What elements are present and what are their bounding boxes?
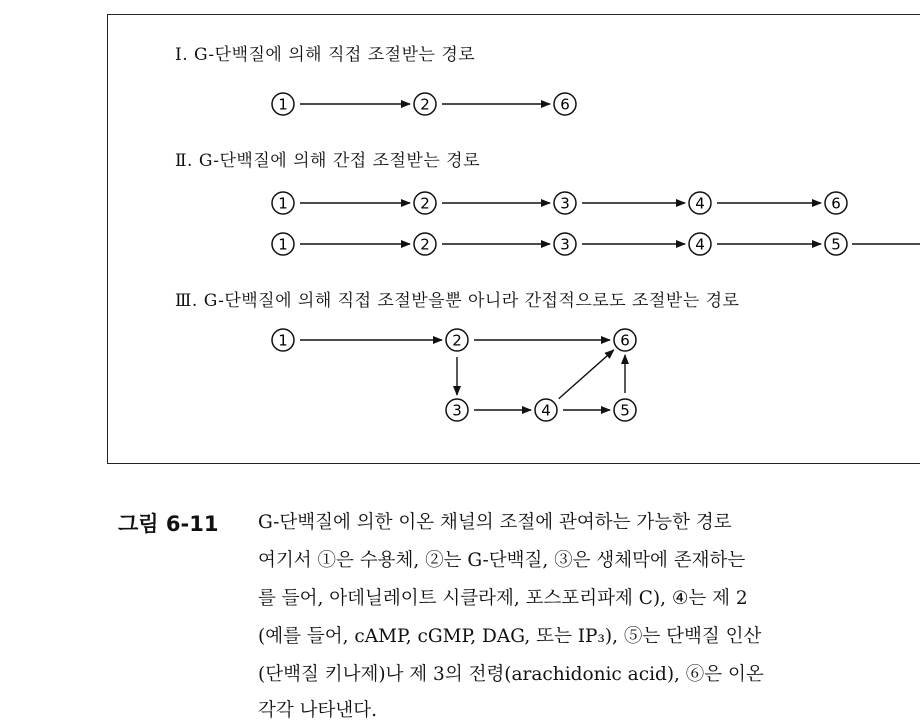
svg-text:2: 2: [420, 235, 430, 254]
svg-text:1: 1: [278, 331, 288, 350]
node-5-d5: [614, 399, 636, 421]
node-3-c3: [554, 233, 576, 255]
svg-text:4: 4: [695, 194, 705, 213]
svg-text:2: 2: [420, 194, 430, 213]
pathway-heading-3: Ⅲ. G-단백질에 의해 직접 조절받을뿐 아니라 간접적으로도 조절받는 경로: [175, 291, 740, 311]
node-3-b3: [554, 192, 576, 214]
svg-text:1: 1: [278, 235, 288, 254]
svg-text:3: 3: [452, 401, 462, 420]
svg-text:3: 3: [560, 194, 570, 213]
svg-text:6: 6: [620, 331, 630, 350]
node-6-b6: [825, 192, 847, 214]
node-4-b4: [689, 192, 711, 214]
svg-text:1: 1: [278, 95, 288, 114]
svg-text:2: 2: [452, 331, 462, 350]
figure-label: 그림 6-11: [118, 512, 219, 536]
caption-line-5: (단백질 키나제)나 제 3의 전령(arachidonic acid), ⑥은 이온: [258, 664, 764, 685]
node-3-d3: [446, 399, 468, 421]
node-2-d2: [446, 329, 468, 351]
svg-text:6: 6: [560, 95, 570, 114]
caption-line-1: G-단백질에 의한 이온 채널의 조절에 관여하는 가능한 경로: [258, 512, 732, 533]
caption-line-4: (예를 들어, cAMP, cGMP, DAG, 또는 IP₃), ⑤는 단백질 인산: [258, 626, 762, 647]
arrow-d4-d6: [559, 350, 614, 399]
node-2-c2: [414, 233, 436, 255]
node-4-d4: [535, 399, 557, 421]
pathway-heading-1: Ⅰ. G-단백질에 의해 직접 조절받는 경로: [175, 45, 476, 65]
node-4-c4: [689, 233, 711, 255]
svg-text:2: 2: [420, 95, 430, 114]
pathway-heading-2: Ⅱ. G-단백질에 의해 간접 조절받는 경로: [175, 151, 481, 171]
svg-text:4: 4: [541, 401, 551, 420]
caption-line-6: 각각 나타낸다.: [258, 700, 377, 721]
caption-line-3: 를 들어, 아데닐레이트 시클라제, 포스포리파제 C), ④는 제 2: [258, 588, 748, 609]
node-5-c5: [825, 233, 847, 255]
svg-text:5: 5: [620, 401, 630, 420]
svg-text:3: 3: [560, 235, 570, 254]
node-6-d6: [614, 329, 636, 351]
svg-text:1: 1: [278, 194, 288, 213]
caption-line-2: 여기서 ①은 수용체, ②는 G-단백질, ③은 생체막에 존재하는: [258, 550, 746, 571]
svg-text:6: 6: [831, 194, 841, 213]
node-1-d1: [272, 329, 294, 351]
node-1-a1: [272, 93, 294, 115]
node-6-a6: [554, 93, 576, 115]
svg-text:5: 5: [831, 235, 841, 254]
node-2-b2: [414, 192, 436, 214]
node-1-c1: [272, 233, 294, 255]
svg-text:4: 4: [695, 235, 705, 254]
node-2-a2: [414, 93, 436, 115]
node-1-b1: [272, 192, 294, 214]
